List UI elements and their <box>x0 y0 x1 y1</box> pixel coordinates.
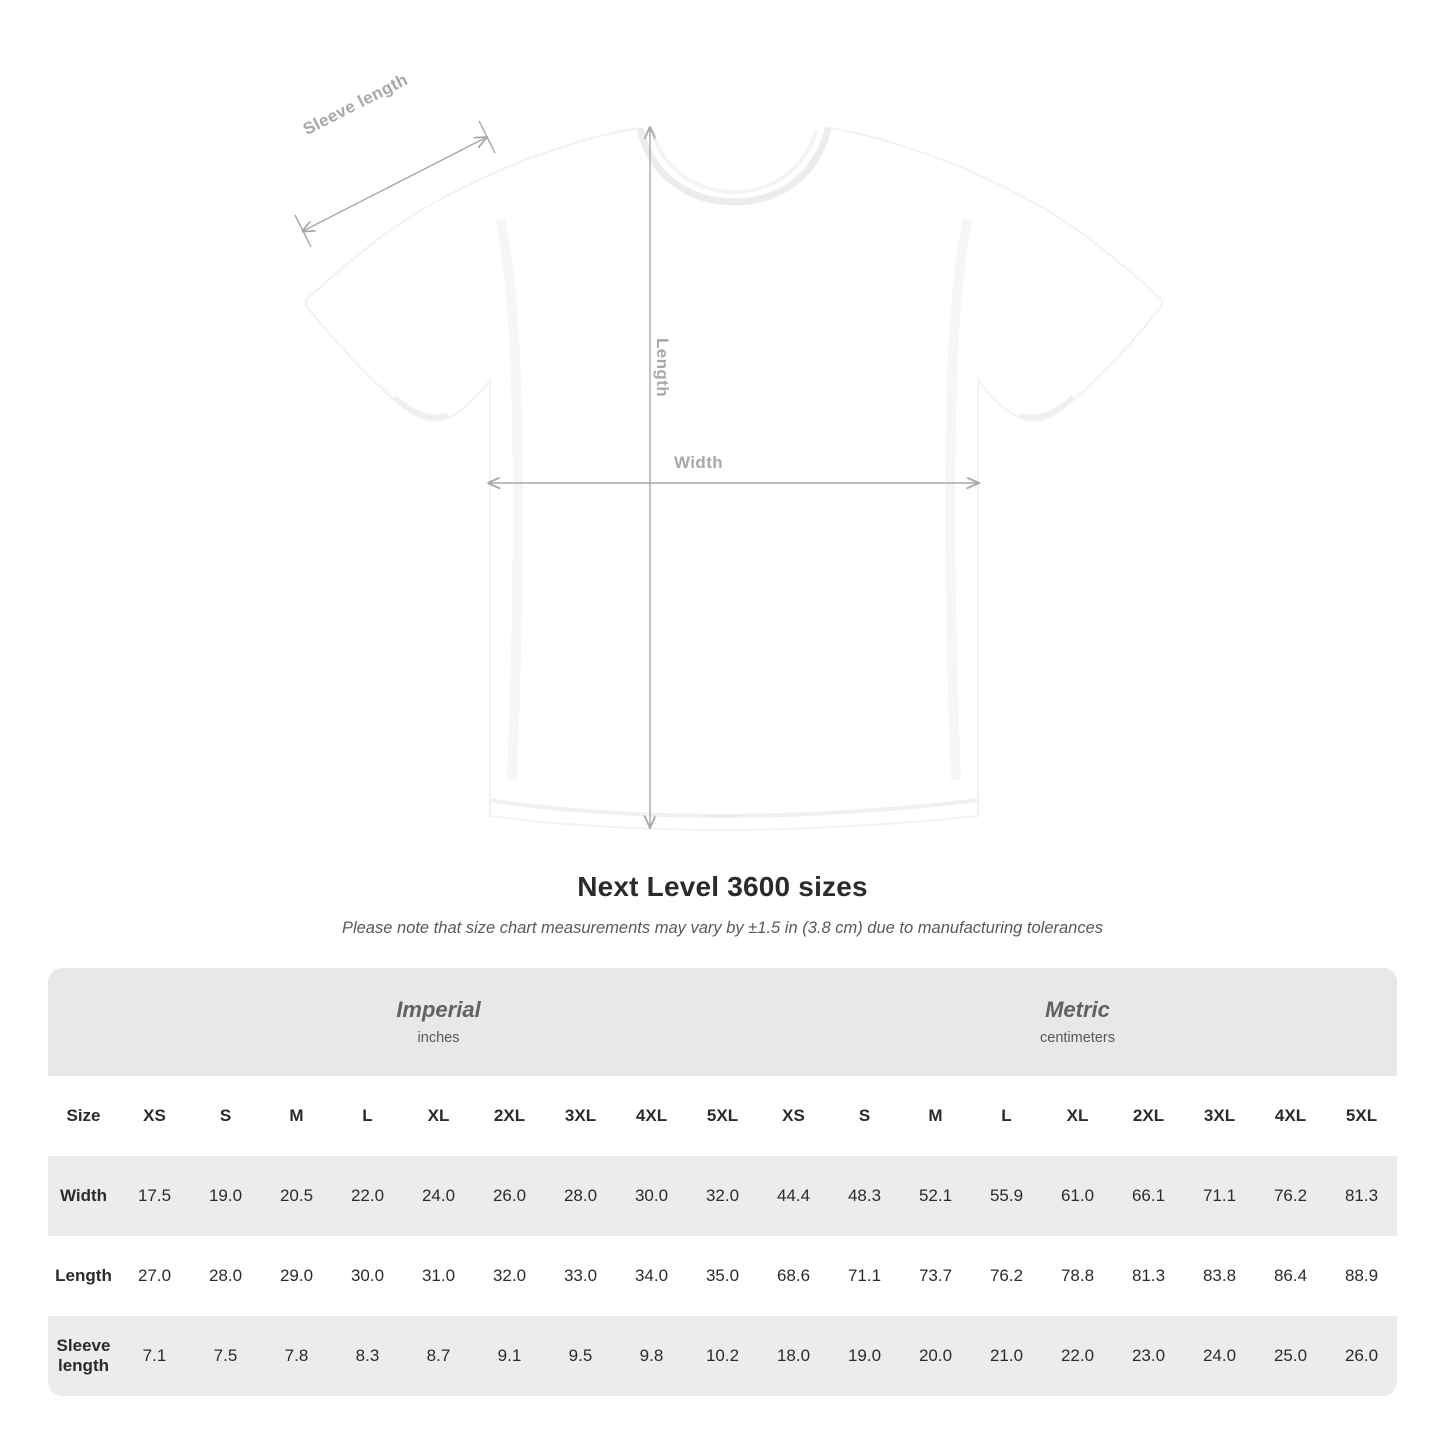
width-4xl-metric: 76.2 <box>1255 1156 1326 1236</box>
size-header-l-imperial: L <box>332 1076 403 1156</box>
length-xs-imperial: 27.0 <box>119 1236 190 1316</box>
size-header-4xl-metric: 4XL <box>1255 1076 1326 1156</box>
sleeve-4xl-metric: 25.0 <box>1255 1316 1326 1396</box>
width-2xl-imperial: 26.0 <box>474 1156 545 1236</box>
unit-group-metric-name: Metric <box>1045 996 1110 1022</box>
length-s-imperial: 28.0 <box>190 1236 261 1316</box>
row-label-sleeve-length: Sleeve length <box>48 1316 119 1396</box>
size-header-2xl-metric: 2XL <box>1113 1076 1184 1156</box>
unit-group-metric <box>758 968 1397 1076</box>
width-l-metric: 55.9 <box>971 1156 1042 1236</box>
tolerance-note: Please note that size chart measurements may vary by ±1.5 in (3.8 cm) due to manufacturing tolerances <box>341 919 1104 937</box>
page-title: Next Level 3600 sizes <box>577 871 868 902</box>
sleeve-l-imperial: 8.3 <box>332 1316 403 1396</box>
size-table <box>48 968 1397 1396</box>
length-m-imperial: 29.0 <box>261 1236 332 1316</box>
width-2xl-metric: 66.1 <box>1113 1156 1184 1236</box>
sleeve-5xl-imperial: 10.2 <box>687 1316 758 1396</box>
size-header-5xl-imperial: 5XL <box>687 1076 758 1156</box>
size-header-3xl-imperial: 3XL <box>545 1076 616 1156</box>
width-xl-metric: 61.0 <box>1042 1156 1113 1236</box>
row-label-width: Width <box>48 1156 119 1236</box>
sleeve-3xl-imperial: 9.5 <box>545 1316 616 1396</box>
sleeve-l-metric: 21.0 <box>971 1316 1042 1396</box>
size-header-xs-metric: XS <box>758 1076 829 1156</box>
length-5xl-imperial: 35.0 <box>687 1236 758 1316</box>
shirt-shape <box>306 128 1162 830</box>
length-3xl-imperial: 33.0 <box>545 1236 616 1316</box>
size-header-xs-imperial: XS <box>119 1076 190 1156</box>
table-row <box>48 1316 1397 1396</box>
unit-group-imperial-name: Imperial <box>396 996 481 1022</box>
length-2xl-imperial: 32.0 <box>474 1236 545 1316</box>
width-xs-imperial: 17.5 <box>119 1156 190 1236</box>
width-m-metric: 52.1 <box>900 1156 971 1236</box>
length-l-metric: 76.2 <box>971 1236 1042 1316</box>
unit-group-imperial-sub: inches <box>417 1030 460 1047</box>
width-s-imperial: 19.0 <box>190 1156 261 1236</box>
size-header-2xl-imperial: 2XL <box>474 1076 545 1156</box>
sleeve-xl-metric: 22.0 <box>1042 1316 1113 1396</box>
size-header-xl-imperial: XL <box>403 1076 474 1156</box>
table-corner-blank <box>48 968 119 1076</box>
sleeve-m-imperial: 7.8 <box>261 1316 332 1396</box>
sleeve-s-imperial: 7.5 <box>190 1316 261 1396</box>
sleeve-length-label: Sleeve length <box>300 69 411 139</box>
width-label: Width <box>674 453 724 472</box>
sleeve-s-metric: 19.0 <box>829 1316 900 1396</box>
sleeve-5xl-metric: 26.0 <box>1326 1316 1397 1396</box>
length-4xl-imperial: 34.0 <box>616 1236 687 1316</box>
width-xl-imperial: 24.0 <box>403 1156 474 1236</box>
size-header-4xl-imperial: 4XL <box>616 1076 687 1156</box>
size-header-m-metric: M <box>900 1076 971 1156</box>
size-header-xl-metric: XL <box>1042 1076 1113 1156</box>
table-row <box>48 1236 1397 1316</box>
size-header-m-imperial: M <box>261 1076 332 1156</box>
length-m-metric: 73.7 <box>900 1236 971 1316</box>
size-header-row <box>48 1076 1397 1156</box>
sleeve-2xl-imperial: 9.1 <box>474 1316 545 1396</box>
width-3xl-metric: 71.1 <box>1184 1156 1255 1236</box>
width-xs-metric: 44.4 <box>758 1156 829 1236</box>
sleeve-4xl-imperial: 9.8 <box>616 1316 687 1396</box>
table-row <box>48 1156 1397 1236</box>
unit-group-metric-sub: centimeters <box>1040 1030 1115 1047</box>
width-5xl-metric: 81.3 <box>1326 1156 1397 1236</box>
width-l-imperial: 22.0 <box>332 1156 403 1236</box>
size-row-label: Size <box>48 1076 119 1156</box>
sleeve-xs-imperial: 7.1 <box>119 1316 190 1396</box>
size-header-5xl-metric: 5XL <box>1326 1076 1397 1156</box>
size-header-3xl-metric: 3XL <box>1184 1076 1255 1156</box>
length-s-metric: 71.1 <box>829 1236 900 1316</box>
sleeve-2xl-metric: 23.0 <box>1113 1316 1184 1396</box>
length-label: Length <box>653 338 672 398</box>
row-label-length: Length <box>48 1236 119 1316</box>
width-4xl-imperial: 30.0 <box>616 1156 687 1236</box>
unit-header-row <box>48 968 1397 1076</box>
size-table-wrapper <box>48 968 1397 1396</box>
length-4xl-metric: 86.4 <box>1255 1236 1326 1316</box>
sleeve-3xl-metric: 24.0 <box>1184 1316 1255 1396</box>
length-xl-metric: 78.8 <box>1042 1236 1113 1316</box>
width-m-imperial: 20.5 <box>261 1156 332 1236</box>
sleeve-xs-metric: 18.0 <box>758 1316 829 1396</box>
unit-group-imperial <box>119 968 758 1076</box>
size-header-s-metric: S <box>829 1076 900 1156</box>
width-5xl-imperial: 32.0 <box>687 1156 758 1236</box>
width-3xl-imperial: 28.0 <box>545 1156 616 1236</box>
sleeve-m-metric: 20.0 <box>900 1316 971 1396</box>
sleeve-xl-imperial: 8.7 <box>403 1316 474 1396</box>
length-xl-imperial: 31.0 <box>403 1236 474 1316</box>
length-2xl-metric: 81.3 <box>1113 1236 1184 1316</box>
size-header-s-imperial: S <box>190 1076 261 1156</box>
size-header-l-metric: L <box>971 1076 1042 1156</box>
width-s-metric: 48.3 <box>829 1156 900 1236</box>
length-5xl-metric: 88.9 <box>1326 1236 1397 1316</box>
length-3xl-metric: 83.8 <box>1184 1236 1255 1316</box>
title-block <box>0 871 1445 938</box>
length-xs-metric: 68.6 <box>758 1236 829 1316</box>
length-l-imperial: 30.0 <box>332 1236 403 1316</box>
